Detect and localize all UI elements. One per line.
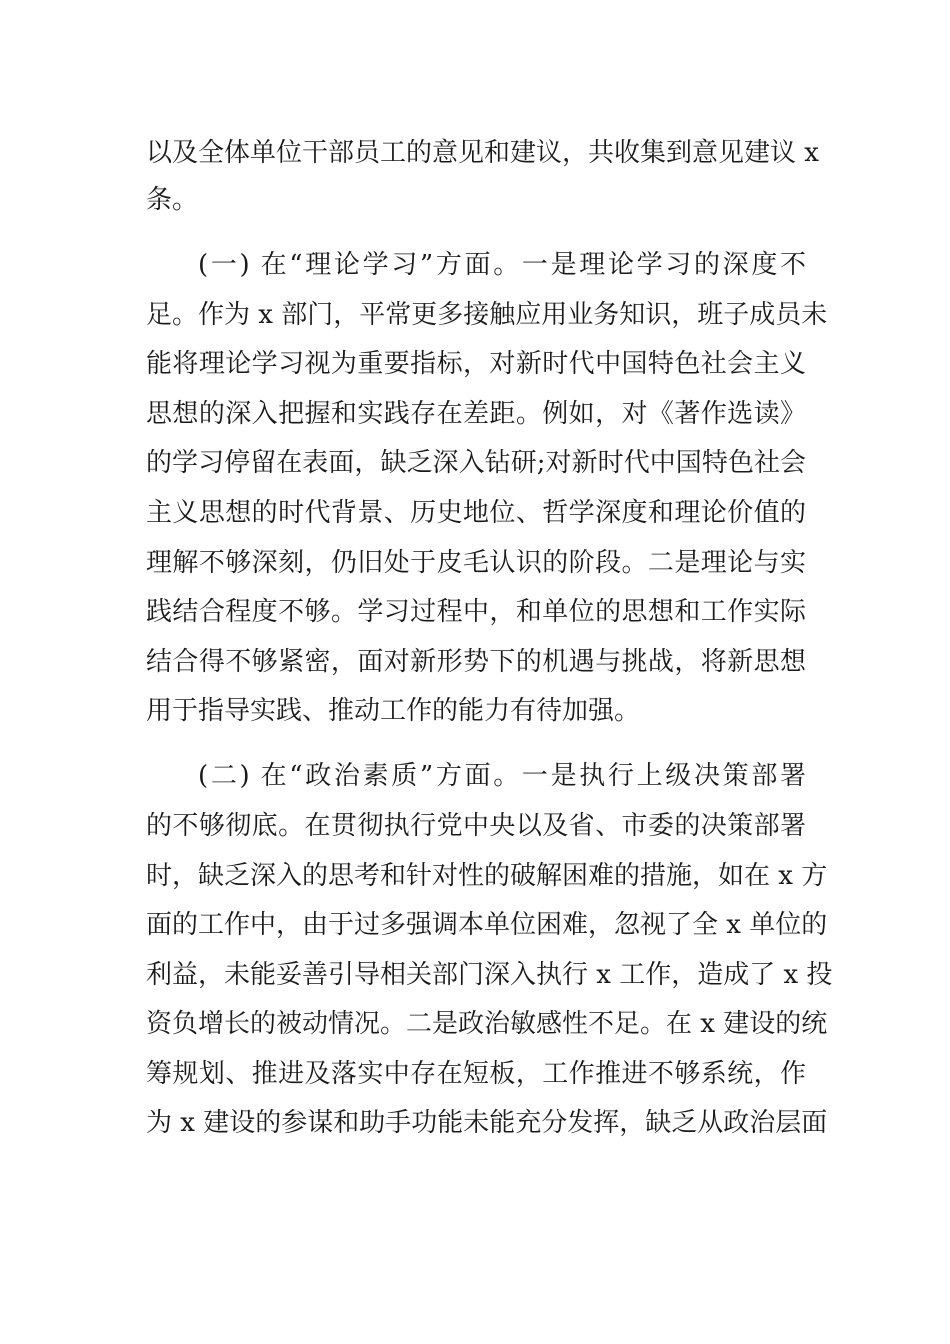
section-2-heading-line: (二) 在“政治素质”方面。一是执行上级决策部署 xyxy=(198,761,806,791)
text-line-19: 筹规划、推进及落实中存在短板，工作推进不够系统，作 xyxy=(146,1059,806,1089)
text-line-18: 资负增长的被动情况。二是政治敏感性不足。在 x 建设的统 xyxy=(146,1009,828,1039)
text-line-10: 践结合程度不够。学习过程中，和单位的思想和工作实际 xyxy=(146,597,806,627)
text-line-12: 用于指导实践、推动工作的能力有待加强。 xyxy=(146,696,641,726)
text-line-17: 利益，未能妥善引导相关部门深入执行 x 工作，造成了 x 投 xyxy=(146,960,833,990)
text-line-11: 结合得不够紧密，面对新形势下的机遇与挑战，将新思想 xyxy=(146,647,806,677)
text-line-2: 条。 xyxy=(146,185,199,215)
text-line-14: 的不够彻底。在贯彻执行党中央以及省、市委的决策部署 xyxy=(146,811,806,841)
text-line-1: 以及全体单位干部员工的意见和建议，共收集到意见建议 x xyxy=(146,138,819,168)
text-line-8: 主义思想的时代背景、历史地位、哲学深度和理论价值的 xyxy=(146,498,806,528)
text-line-5: 能将理论学习视为重要指标，对新时代中国特色社会主义 xyxy=(146,349,806,379)
text-line-4: 足。作为 x 部门，平常更多接触应用业务知识，班子成员未 xyxy=(146,300,828,330)
text-line-9: 理解不够深刻，仍旧处于皮毛认识的阶段。二是理论与实 xyxy=(146,548,806,578)
section-1-heading-line: (一) 在“理论学习”方面。一是理论学习的深度不 xyxy=(198,250,806,280)
text-line-6: 思想的深入把握和实践存在差距。例如，对《著作选读》 xyxy=(146,399,806,429)
text-line-20: 为 x 建设的参谋和助手功能未能充分发挥，缺乏从政治层面 xyxy=(146,1108,828,1138)
text-line-7: 的学习停留在表面，缺乏深入钻研;对新时代中国特色社会 xyxy=(146,448,806,478)
text-line-16: 面的工作中，由于过多强调本单位困难，忽视了全 x 单位的 xyxy=(146,910,828,940)
text-line-15: 时，缺乏深入的思考和针对性的破解困难的措施，如在 x 方 xyxy=(146,861,828,891)
